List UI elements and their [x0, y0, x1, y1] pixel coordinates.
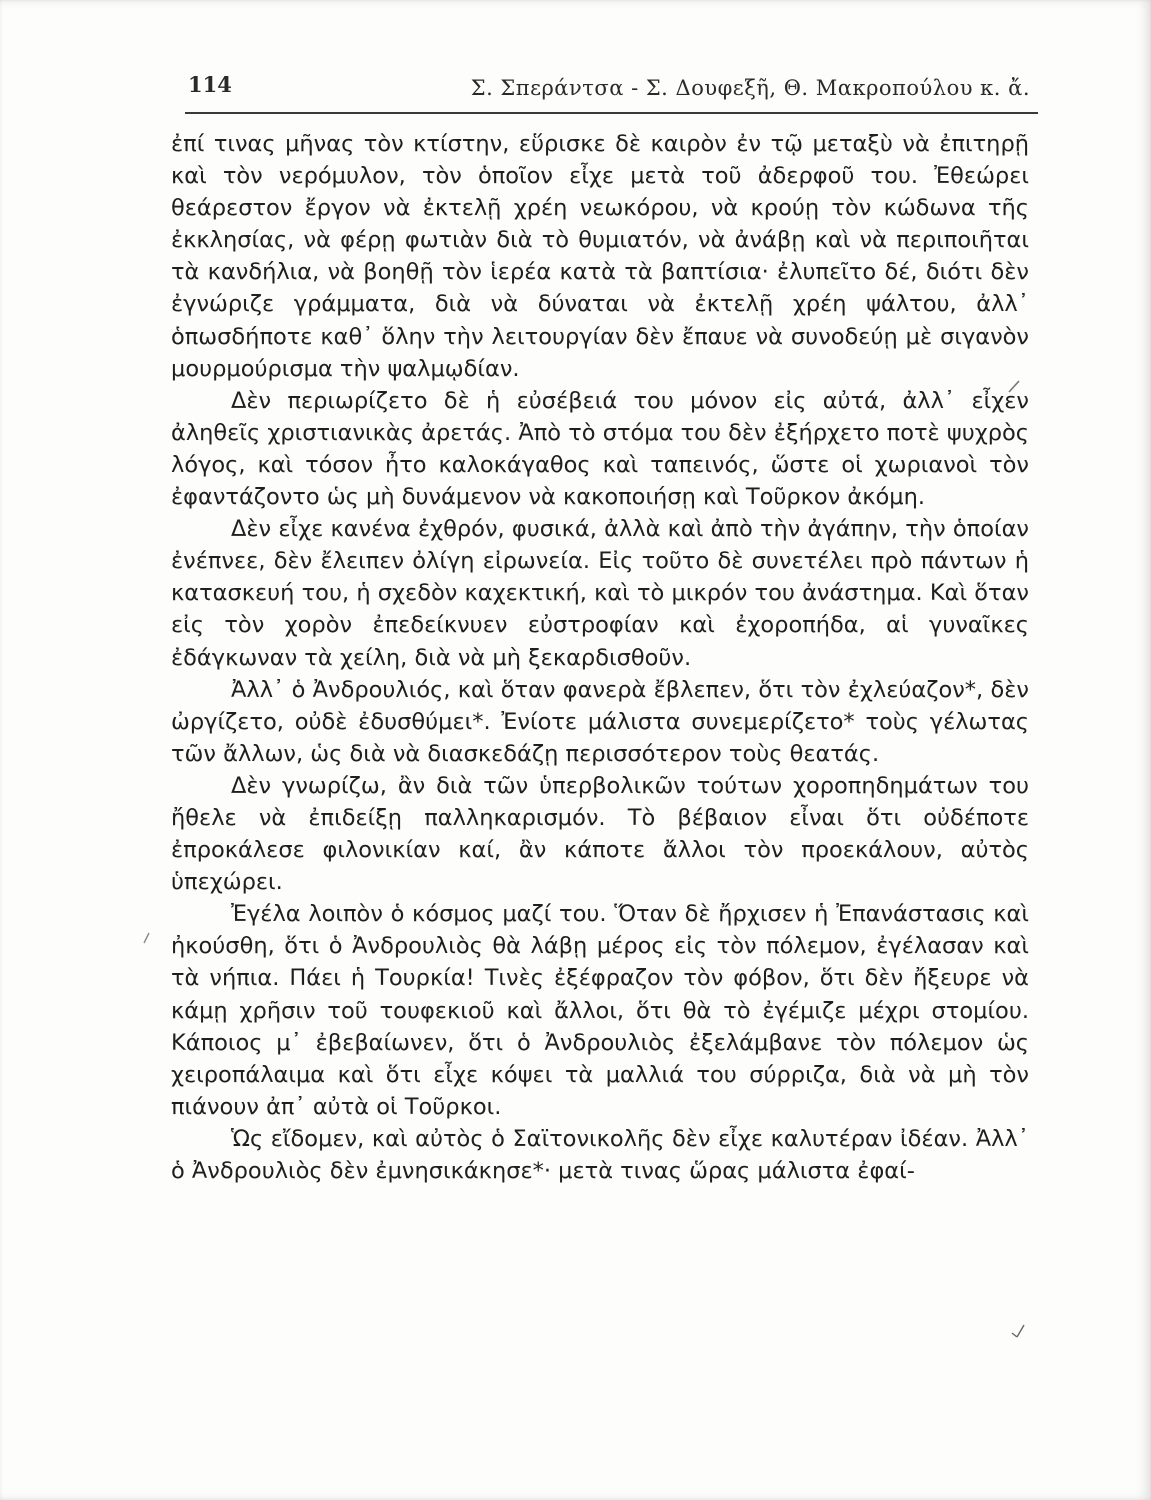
paragraph-2: Δὲν περιωρίζετο δὲ ἡ εὐσέβειά του μόνον εἰς αὐτά, ἀλλ᾽ εἶχεν ἀληθεῖς χριστιανικὰς ἀρετάς. Ἀπὸ τὸ στόμα του δὲν ἐξήρχετο ποτὲ ψυχρὸς λόγος, καὶ τόσον ἦτο καλοκάγαθος καὶ ταπεινός, ὥστε οἱ χωριανοὶ τὸν ἐφαντάζοντο ὡς μὴ δυνάμενον νὰ κακοποιήσῃ καὶ Τοῦρκον ἀκόμη.	[171, 387, 1029, 511]
paragraph-7: Ὡς εἴδομεν, καὶ αὐτὸς ὁ Σαϊτονικολῆς δὲν εἶχε καλυτέραν ἰδέαν. Ἀλλ᾽ ὁ Ἀνδρουλιὸς δὲν ἐμνησικάκησε*· μετὰ τινας ὥρας μάλιστα ἐφαί-	[171, 1125, 1029, 1184]
header-rule	[185, 112, 1038, 114]
body-text	[171, 128, 1029, 1187]
page-header	[188, 70, 1036, 104]
page-number: 114	[188, 72, 232, 97]
paragraph-3: Δὲν εἶχε κανένα ἐχθρόν, φυσικά, ἀλλὰ καὶ ἀπὸ τὴν ἀγάπην, τὴν ὁποίαν ἐνέπνεε, δὲν ἔλειπεν ὀλίγη εἰρωνεία. Εἰς τοῦτο δὲ συνετέλει πρὸ πάντων ἡ κατασκευή του, ἡ σχεδὸν καχεκτική, καὶ τὸ μικρόν του ἀνάστημα. Καὶ ὅταν εἰς τὸν χορὸν ἐπεδείκνυεν εὐστροφίαν καὶ ἐχοροπήδα, αἱ γυναῖκες ἐδάγκωναν τὰ χείλη, διὰ νὰ μὴ ξεκαρδισθοῦν.	[171, 516, 1029, 671]
running-head: Σ. Σπεράντσα - Σ. Δουφεξῆ, Θ. Μακροπούλου κ. ἄ.	[470, 76, 1030, 100]
paragraph-1: ἐπί τινας μῆνας τὸν κτίστην, εὕρισκε δὲ καιρὸν ἐν τῷ μεταξὺ νὰ ἐπιτηρῇ καὶ τὸν νερόμυλον, τὸν ὁποῖον εἶχε μετὰ τοῦ ἀδερφοῦ του. Ἐθεώρει θεάρεστον ἔργον νὰ ἐκτελῇ χρέη νεωκόρου, νὰ κρούῃ τὸν κώδωνα τῆς ἐκκλησίας, νὰ φέρῃ φωτιὰν διὰ τὸ θυμιατόν, νὰ ἀνάβῃ καὶ νὰ περιποιῆται τὰ κανδήλια, νὰ βοηθῇ τὸν ἱερέα κατὰ τὰ βαπτίσια· ἐλυπεῖτο δέ, διότι δὲν ἐγνώριζε γράμματα, διὰ νὰ δύναται νὰ ἐκτελῇ χρέη ψάλτου, ἀλλ᾽ ὁπωσδήποτε καθ᾽ ὅλην τὴν λειτουργίαν δὲν ἔπαυε νὰ συνοδεύῃ μὲ σιγανὸν μουρμούρισμα τὴν ψαλμῳδίαν.	[171, 131, 1029, 382]
margin-pencil-mark	[140, 930, 156, 946]
paragraph-6: Ἐγέλα λοιπὸν ὁ κόσμος μαζί του. Ὅταν δὲ ἤρχισεν ἡ Ἐπανάστασις καὶ ἠκούσθη, ὅτι ὁ Ἀνδρουλιὸς θὰ λάβῃ μέρος εἰς τὸν πόλεμον, ἐγέλασαν καὶ τὰ νήπια. Πάει ἡ Τουρκία! Τινὲς ἐξέφραζον τὸν φόβον, ὅτι δὲν ἤξευρε νὰ κάμῃ χρῆσιν τοῦ τουφεκιοῦ καὶ ἄλλοι, ὅτι θὰ τὸ ἐγέμιζε μέχρι στομίου. Κάποιος μ᾽ ἐβεβαίωνεν, ὅτι ὁ Ἀνδρουλιὸς ἐξελάμβανε τὸν πόλεμον ὡς χειροπάλαιμα καὶ ὅτι εἶχε κόψει τὰ μαλλιά του σύρριζα, διὰ νὰ μὴ τὸν πιάνουν ἀπ᾽ αὐτὰ οἱ Τοῦρκοι.	[171, 901, 1029, 1120]
margin-pencil-mark	[1006, 378, 1022, 394]
paragraph-5: Δὲν γνωρίζω, ἂν διὰ τῶν ὑπερβολικῶν τούτων χοροπηδημάτων του ἤθελε νὰ ἐπιδείξῃ παλληκαρισμόν. Τὸ βέβαιον εἶναι ὅτι οὐδέποτε ἐπροκάλεσε φιλονικίαν καί, ἂν κάποτε ἄλλοι τὸν προεκάλουν, αὐτὸς ὑπεχώρει.	[171, 772, 1029, 896]
paragraph-4: Ἀλλ᾽ ὁ Ἀνδρουλιός, καὶ ὅταν φανερὰ ἔβλεπεν, ὅτι τὸν ἐχλεύαζον*, δὲν ὠργίζετο, οὐδὲ ἐδυσθύμει*. Ἐνίοτε μάλιστα συνεμερίζετο* τοὺς γέλωτας τῶν ἄλλων, ὡς διὰ νὰ διασκεδάζῃ περισσότερον τοὺς θεατάς.	[171, 676, 1029, 767]
margin-pencil-mark	[1010, 1322, 1026, 1338]
